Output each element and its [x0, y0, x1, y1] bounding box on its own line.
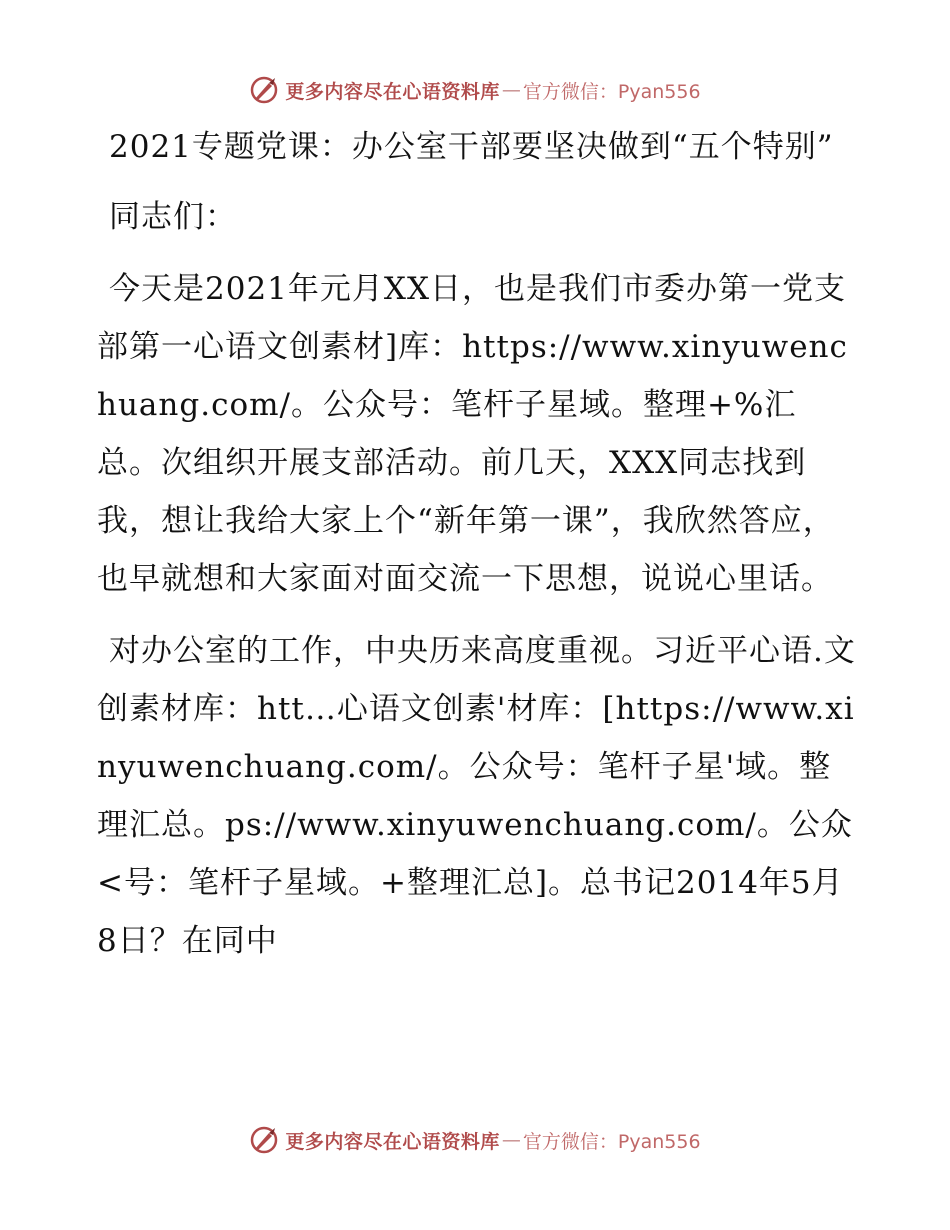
footer-banner — [0, 1120, 950, 1160]
banner-wechat-text: 官方微信：Pyan556 — [522, 80, 701, 103]
document-title: 2021专题党课：办公室干部要坚决做到“五个特别” — [109, 129, 834, 165]
paragraph-2: 对办公室的工作，中央历来高度重视。习近平心语.文创素材库：htt…心语文创素'材库：[https://www.xinyuwenchuang.com/。公众号：笔杆子星'域。整理汇总。ps://www.xinyuwenchuang.com/。公众<号：笔杆子星域。+整理汇总]。总书记2014年5月8日？在同中 — [97, 633, 856, 959]
quill-logo-icon — [249, 1125, 279, 1155]
paragraph-greeting: 同志们： — [109, 199, 237, 235]
banner-site-text: 更多内容尽在心语资料库 — [285, 1130, 500, 1153]
banner-wechat-text: 官方微信：Pyan556 — [522, 1130, 701, 1153]
document-body — [97, 118, 857, 984]
banner-site-text: 更多内容尽在心语资料库 — [285, 80, 500, 103]
paragraph-1: 今天是2021年元月XX日，也是我们市委办第一党支部第一心语文创素材]库：https://www.xinyuwenchuang.com/。公众号：笔杆子星域。整理+%汇总。次组织开展支部活动。前几天，XXX同志找到我，想让我给大家上个“新年第一课”，我欣然答应，也早就想和大家面对面交流一下思想，说说心里话。 — [97, 271, 848, 597]
banner-separator: — — [501, 1129, 521, 1151]
header-banner — [0, 70, 950, 110]
quill-logo-icon — [249, 75, 279, 105]
banner-separator: — — [501, 79, 521, 101]
